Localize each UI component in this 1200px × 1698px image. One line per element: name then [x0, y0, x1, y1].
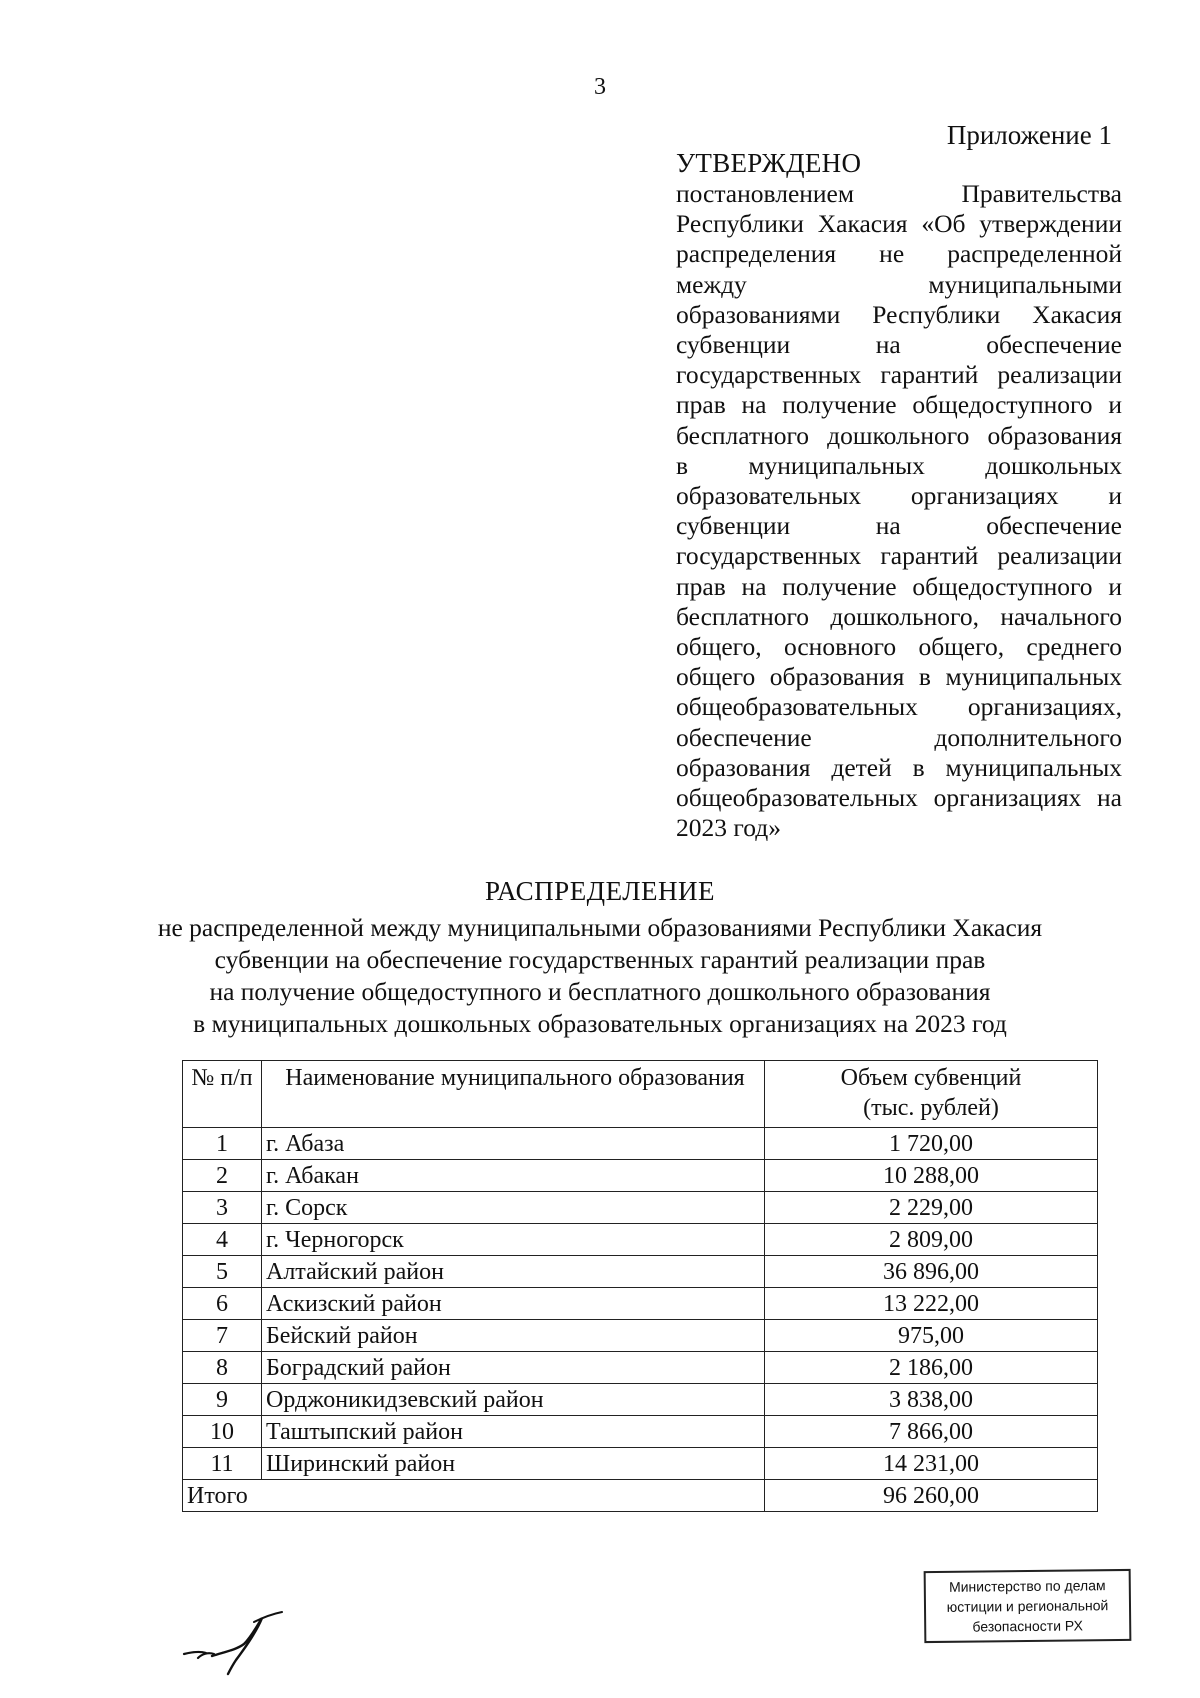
- subtitle-line: в муниципальных дошкольных образовательных организациях на 2023 год: [193, 1009, 1007, 1038]
- appendix-label: Приложение 1: [946, 120, 1112, 150]
- row-value: 2 809,00: [765, 1224, 1098, 1256]
- approval-line: общеобразовательных организациях на: [676, 783, 1122, 813]
- stamp-line: юстиции и региональной: [946, 1597, 1109, 1615]
- total-value: 96 260,00: [765, 1480, 1098, 1512]
- approval-line: постановлением Правительства: [676, 179, 1122, 208]
- distribution-title: РАСПРЕДЕЛЕНИЕ: [484, 876, 716, 906]
- row-num: 9: [183, 1384, 262, 1416]
- approval-line: субвенции на обеспечение: [676, 330, 1122, 360]
- row-num: 6: [183, 1288, 262, 1320]
- approval-line: обеспечение дополнительного: [676, 722, 1122, 752]
- approval-line: в муниципальных дошкольных: [676, 450, 1122, 480]
- approval-line: 2023 год»: [676, 813, 781, 843]
- distribution-table: [182, 1060, 1098, 1512]
- page-number: 3: [594, 74, 606, 100]
- approval-title: УТВЕРЖДЕНО: [676, 148, 862, 178]
- row-num: 8: [183, 1352, 262, 1384]
- row-name: Орджоникидзевский район: [262, 1384, 765, 1416]
- row-name: г. Абаза: [262, 1128, 765, 1160]
- approval-line: образованиями Республики Хакасия: [676, 299, 1122, 329]
- row-value: 2 229,00: [765, 1192, 1098, 1224]
- subtitle-line: на получение общедоступного и бесплатного дошкольного образования: [209, 977, 991, 1006]
- row-num: 11: [183, 1448, 262, 1480]
- approval-line: образования детей в муниципальных: [676, 752, 1122, 782]
- approval-line: прав на получение общедоступного и: [676, 390, 1122, 420]
- header-name: Наименование муниципального образования: [262, 1061, 765, 1128]
- approval-line: бесплатного дошкольного, начального: [676, 601, 1122, 631]
- row-name: Ширинский район: [262, 1448, 765, 1480]
- stamp-line: безопасности РХ: [972, 1617, 1084, 1635]
- distribution-subtitle: [0, 912, 1200, 1040]
- table-row: [183, 1352, 1098, 1384]
- row-name: г. Абакан: [262, 1160, 765, 1192]
- approval-line: государственных гарантий реализации: [676, 541, 1122, 571]
- row-name: Таштыпский район: [262, 1416, 765, 1448]
- total-label: Итого: [183, 1480, 765, 1512]
- row-value: 7 866,00: [765, 1416, 1098, 1448]
- row-num: 1: [183, 1128, 262, 1160]
- approval-line: распределения не распределенной: [676, 239, 1122, 269]
- row-value: 36 896,00: [765, 1256, 1098, 1288]
- approval-line: государственных гарантий реализации: [676, 360, 1122, 390]
- approval-line: Республики Хакасия «Об утверждении: [676, 209, 1122, 239]
- approval-line: прав на получение общедоступного и: [676, 571, 1122, 601]
- row-name: Бейский район: [262, 1320, 765, 1352]
- table-row: [183, 1320, 1098, 1352]
- table-row: [183, 1448, 1098, 1480]
- row-value: 10 288,00: [765, 1160, 1098, 1192]
- table-row: [183, 1384, 1098, 1416]
- row-name: Боградский район: [262, 1352, 765, 1384]
- table-row: [183, 1256, 1098, 1288]
- row-value: 1 720,00: [765, 1128, 1098, 1160]
- row-num: 7: [183, 1320, 262, 1352]
- row-name: Аскизский район: [262, 1288, 765, 1320]
- subtitle-line: не распределенной между муниципальными образованиями Республики Хакасия: [157, 913, 1043, 942]
- table-row: [183, 1160, 1098, 1192]
- stamp-line: Министерство по делам: [948, 1577, 1106, 1595]
- table-row: [183, 1416, 1098, 1448]
- row-value: 3 838,00: [765, 1384, 1098, 1416]
- signature-icon: [178, 1604, 298, 1684]
- approval-line: бесплатного дошкольного образования: [676, 420, 1122, 450]
- table-total-row: [183, 1480, 1098, 1512]
- approval-line: образовательных организациях и: [676, 481, 1122, 511]
- row-num: 2: [183, 1160, 262, 1192]
- row-value: 13 222,00: [765, 1288, 1098, 1320]
- row-name: г. Сорск: [262, 1192, 765, 1224]
- row-value: 14 231,00: [765, 1448, 1098, 1480]
- approval-line: субвенции на обеспечение: [676, 511, 1122, 541]
- approval-line: между муниципальными: [676, 269, 1122, 299]
- table-row: [183, 1128, 1098, 1160]
- table-header-row: [183, 1061, 1098, 1128]
- row-num: 10: [183, 1416, 262, 1448]
- header-value-line1: Объем субвенций: [840, 1065, 1022, 1091]
- approval-block: [676, 148, 1122, 843]
- row-name: Алтайский район: [262, 1256, 765, 1288]
- row-value: 2 186,00: [765, 1352, 1098, 1384]
- approval-line: общего, основного общего, среднего: [676, 632, 1122, 662]
- approval-line: общего образования в муниципальных: [676, 662, 1122, 692]
- row-num: 3: [183, 1192, 262, 1224]
- row-value: 975,00: [765, 1320, 1098, 1352]
- row-num: 4: [183, 1224, 262, 1256]
- row-num: 5: [183, 1256, 262, 1288]
- header-num: № п/п: [183, 1061, 262, 1128]
- approval-line: общеобразовательных организациях,: [676, 692, 1122, 722]
- ministry-stamp: [924, 1569, 1132, 1643]
- subtitle-line: субвенции на обеспечение государственных гарантий реализации прав: [214, 945, 986, 974]
- table-row: [183, 1288, 1098, 1320]
- row-name: г. Черногорск: [262, 1224, 765, 1256]
- header-value: [765, 1061, 1098, 1128]
- table-row: [183, 1192, 1098, 1224]
- header-value-line2: (тыс. рублей): [863, 1095, 999, 1121]
- table-row: [183, 1224, 1098, 1256]
